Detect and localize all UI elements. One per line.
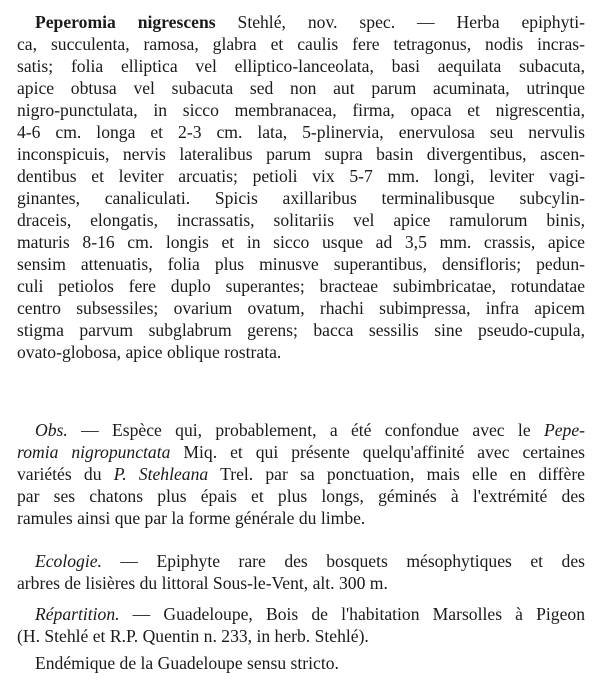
species-line xyxy=(17,231,585,253)
text-run: draceis, elongatis, incrassatis, solitariis vel apice ramulorum binis, xyxy=(17,210,585,230)
text-run: inconspicuis, nervis lateralibus parum supra basin divergentibus, ascen- xyxy=(17,144,585,164)
text-run: nigro-punctulata, in sicco membranacea, firma, opaca et nigrescentia, xyxy=(17,100,585,120)
species-line xyxy=(17,253,585,275)
italic-text: Répartition. xyxy=(35,604,120,624)
observations-line xyxy=(17,463,585,485)
text-run: stigma parvum subglabrum gerens; bacca sessilis sine pseudo-cupula, xyxy=(17,320,585,340)
text-run: satis; folia elliptica vel elliptico-lanceolata, basi aequilata subacuta, xyxy=(17,56,585,76)
observations-line xyxy=(35,419,585,441)
species-line xyxy=(17,275,585,297)
species-line xyxy=(17,55,585,77)
text-run: apice obtusa vel subacuta sed non aut parum acuminata, utrinque xyxy=(17,78,585,98)
text-run: — Espèce qui, probablement, a été confondue avec le xyxy=(67,420,544,440)
species-line xyxy=(17,319,585,341)
text-run: Miq. et qui présente quelqu'affinité avec certaines xyxy=(170,442,585,462)
text-run: maturis 8-16 cm. longis et in sicco usque ad 3,5 mm. crassis, apice xyxy=(17,232,585,252)
species-line xyxy=(17,187,585,209)
ecology-line xyxy=(35,550,585,572)
text-run: centro subsessiles; ovarium ovatum, rhachi subimpressa, infra apicem xyxy=(17,298,585,318)
text-run: ca, succulenta, ramosa, glabra et caulis fere tetragonus, nodis incras- xyxy=(17,34,585,54)
species-line xyxy=(35,11,585,33)
species-line xyxy=(17,77,585,99)
text-run: culi petiolos fere duplo superantes; bracteae subimbricatae, rotundatae xyxy=(17,276,585,296)
species-line xyxy=(17,121,585,143)
text-run: Trel. par sa ponctuation, mais elle en diffère xyxy=(208,464,585,484)
species-line xyxy=(17,297,585,319)
text-run: variétés du xyxy=(17,464,114,484)
italic-text: romia nigropunctata xyxy=(17,442,171,462)
observations-line xyxy=(17,485,585,507)
distribution-line xyxy=(35,603,585,625)
italic-text: Ecologie. xyxy=(35,551,102,571)
endemism-line xyxy=(35,652,585,674)
text-run: ovato-globosa, apice oblique rostrata. xyxy=(17,342,282,362)
italic-text: Pepe- xyxy=(543,420,585,440)
distribution-line xyxy=(17,625,585,647)
italic-text: Obs. xyxy=(35,420,68,440)
species-line xyxy=(17,165,585,187)
text-run: dentibus et leviter arcuatis; petioli vix 5-7 mm. longi, leviter vagi- xyxy=(17,166,585,186)
text-run: — Epiphyte rare des bosquets mésophytiques et des xyxy=(101,551,585,571)
text-run: par ses chatons plus épais et plus longs, géminés à l'extrémité des xyxy=(17,486,585,506)
species-line xyxy=(17,143,585,165)
observations-line xyxy=(17,507,585,529)
species-line xyxy=(17,99,585,121)
text-run: ginantes, canaliculati. Spicis axillaribus terminalibusque subcylin- xyxy=(17,188,585,208)
text-run: 4-6 cm. longa et 2-3 cm. lata, 5-plinervia, enervulosa seu nervulis xyxy=(17,122,585,142)
ecology-line xyxy=(17,572,585,594)
species-line xyxy=(17,33,585,55)
species-name: Peperomia nigrescens xyxy=(35,12,216,32)
text-run: sensim attenuatis, folia plus minusve superantibus, densifloris; pedun- xyxy=(17,254,585,274)
species-line xyxy=(17,341,585,363)
text-run: — Guadeloupe, Bois de l'habitation Marsolles à Pigeon xyxy=(119,604,585,624)
text-run: arbres de lisières du littoral Sous-le-Vent, alt. 300 m. xyxy=(17,573,388,593)
italic-text: P. Stehleana xyxy=(113,464,209,484)
text-run: (H. Stehlé et R.P. Quentin n. 233, in herb. Stehlé). xyxy=(17,626,369,646)
text-run: ramules ainsi que par la forme générale du limbe. xyxy=(17,508,366,528)
observations-line xyxy=(17,441,585,463)
text-run: Endémique de la Guadeloupe sensu stricto. xyxy=(35,653,339,673)
text-run: Stehlé, nov. spec. — Herba epiphyti- xyxy=(215,12,585,32)
species-line xyxy=(17,209,585,231)
